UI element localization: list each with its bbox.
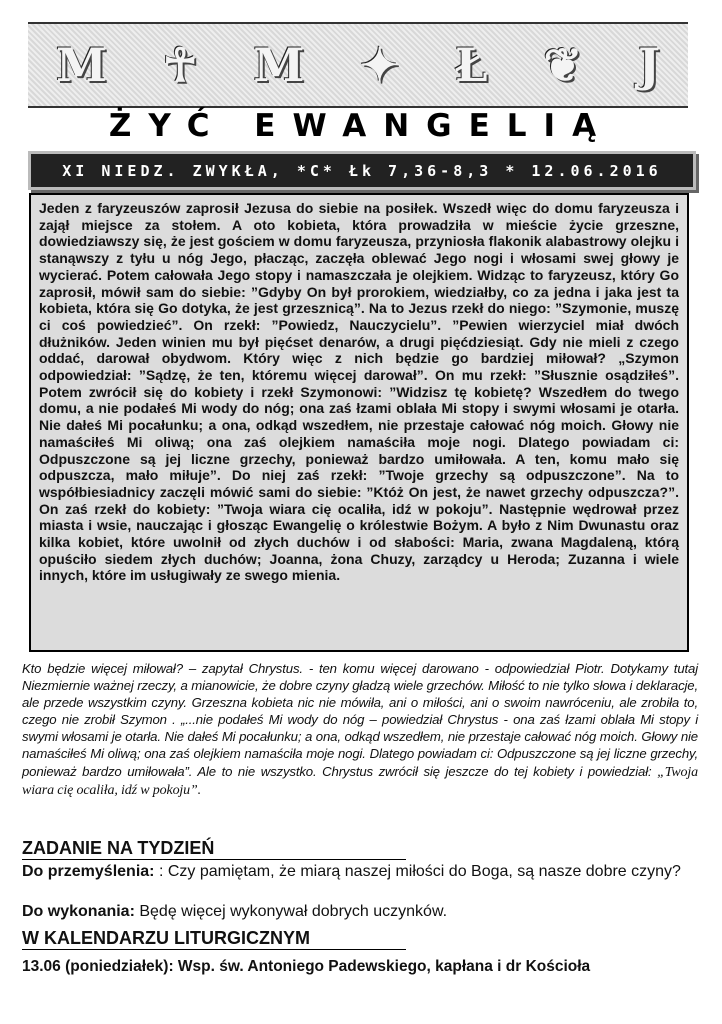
banner-lion-icon: ✦ [360,38,399,92]
commentary-body: Kto będzie więcej miłował? – zapytał Chrystus. - ten komu więcej darowano - odpowiedział Piotr. Dotykamy tutaj Niezmiernie ważnej rzeczy, a mianowicie, że dobre czyny gładzą wiele grzechów. Miłość to nie tylko słowa i deklaracje, ale przede wszystkim czyny. Grzeszna kobieta nic nie mówiła, ani o miłości, ani o swoim nawróceniu, ale zrobiła to, czego nie zrobił Szymon . „...nie podałeś Mi wody do nóg – powiedział Chrystus - ona zaś łzami oblała Mi stopy i swymi włosami je otarła. Nie dałeś Mi pocałunku; a ona, odkąd wszedłem, nie przestaje całować nóg moich. Głowy nie namaściłeś Mi oliwą; ona zaś olejkiem namaściła moje nogi. Dlatego powiadam ci: Odpuszczone są jej liczne grzechy, ponieważ bardzo umiłowała”. Ale to nie wszystko. Chrystus zwrócił się jeszcze do tej kobiety i powiedział: [22,661,698,779]
commentary-quote: „Twoja wiara cię ocaliła, idź w pokoju”. [22,764,699,798]
commentary-text [22,660,698,835]
banner-letter-l: Ł [454,38,488,92]
banner-letter-m: M [56,38,107,92]
calendar-heading: W KALENDARZU LITURGICZNYM [22,927,406,950]
task-heading: ZADANIE NA TYDZIEŃ [22,837,406,860]
decorative-banner [28,22,688,108]
date-line: XI NIEDZ. ZWYKŁA, *C* Łk 7,36-8,3 * 12.06.2016 [62,161,662,180]
calendar-entry: 13.06 (poniedziałek): Wsp. św. Antoniego Padewskiego, kapłana i dr Kościoła [22,958,591,975]
banner-letter-m-2: M [253,38,305,92]
banner-eagle-icon: ❦ [543,38,583,92]
reflection-label: Do przemyślenia: [22,863,155,880]
reflection-task [22,863,698,881]
reflection-text: : Czy pamiętam, że miarą naszej miłości do Boga, są nasze dobre czyny? [158,863,681,880]
gospel-text-box [29,193,689,652]
action-task [22,903,698,921]
banner-letter-j: J [638,38,660,92]
action-label: Do wykonania: [22,903,135,920]
liturgical-date-bar [28,151,696,190]
banner-face-icon: ☥ [162,38,198,92]
gospel-text: Jeden z faryzeuszów zaprosił Jezusa do siebie na posiłek. Wszedł więc do domu faryzeusza i zajął miejsce za stołem. A oto kobieta, która prowadziła w mieście życie grzeszne, dowiedziawszy się, że jest gościem w domu faryzeusza, przyniosła flakonik alabastrowy olejku i stanąwszy z tyłu u nóg Jego, płacząc, zaczęła oblewać Jego nogi i włosami swej głowy je wycierać. Potem całowała Jego stopy i namaszczała je olejkiem. Widząc to faryzeusz, który Go zaprosił, mówił sam do siebie: ”Gdyby On był prorokiem, wiedziałby, co za jedna i jaka jest ta kobieta, która się Go dotyka, że jest grzesznicą”. Na to Jezus rzekł do niego: ”Szymonie, muszę ci coś powiedzieć”. On rzekł: ”Powiedz, Nauczycielu”. ”Pewien wierzyciel miał dwóch dłużników. Jeden winien mu był pięćset denarów, a drugi pięćdziesiąt. Gdy nie mieli z czego oddać, darował obydwom. Który więc z nich będzie go bardziej miłował? „Szymon odpowiedział: ”Sądzę, że ten, któremu więcej darował”. On mu rzekł: ”Słusznie osądziłeś”. Potem zwrócił się do kobiety i rzekł Szymonowi: ”Widzisz tę kobietę? Wszedłem do twego domu, a nie podałeś Mi wody do nóg; ona zaś łzami oblała Mi stopy i swymi włosami je otarła. Nie dałeś Mi pocałunku; a ona, odkąd wszedłem, nie przestaje całować nóg moich. Głowy nie namaściłeś Mi oliwą; ona zaś olejkiem namaściła moje nogi. Dlatego powiadam ci: Odpuszczone są jej liczne grzechy, ponieważ bardzo umiłowała. A ten, komu mało się odpuszcza, mało miłuje”. Do niej zaś rzekł: ”Twoje grzechy są odpuszczone”. Na to współbiesiadnicy zaczęli mówić sami do siebie: ”Któż On jest, że nawet grzechy odpuszcza?”. On zaś rzekł do kobiety: ”Twoja wiara cię ocaliła, idź w pokoju”. Następnie wędrował przez miasta i wsie, nauczając i głosząc Ewangelię o królestwie Bożym. A było z Nim Dwunastu oraz kilka kobiet, które uwolnił od złych duchów i od słabości: Maria, zwana Magdaleną, którą opuściło siedem złych duchów; Joanna, żona Chuzy, zarządcy u Heroda; Zuzanna i wiele innych, które im usługiwały ze swego mienia. [39,200,679,584]
action-text: Będę więcej wykonywał dobrych uczynków. [139,903,448,920]
page-title: ŻYĆ EWANGELIĄ [108,108,614,144]
